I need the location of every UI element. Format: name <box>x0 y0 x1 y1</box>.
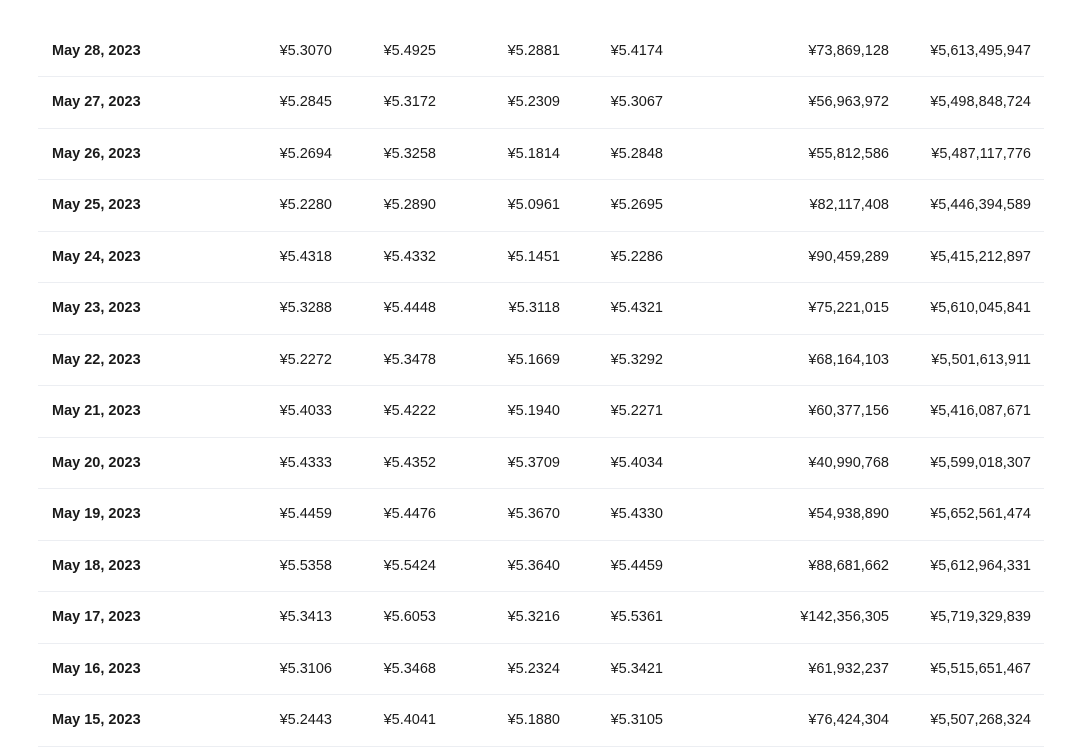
date-cell: May 26, 2023 <box>52 145 141 162</box>
table-row <box>38 25 1044 77</box>
open-price-cell: ¥5.3288 <box>279 300 332 317</box>
row-end-spacer <box>1031 592 1044 644</box>
low-price-cell: ¥5.1669 <box>507 351 560 368</box>
close-price-cell: ¥5.3105 <box>610 712 663 729</box>
close-price-cell: ¥5.5361 <box>610 609 663 626</box>
close-price-cell: ¥5.3292 <box>610 351 663 368</box>
volume-cell: ¥40,990,768 <box>808 454 889 471</box>
historical-data-table-body <box>38 25 1044 746</box>
market-cap-cell: ¥5,498,848,724 <box>930 94 1031 111</box>
open-price-cell: ¥5.2845 <box>279 94 332 111</box>
high-price-cell: ¥5.4352 <box>383 454 436 471</box>
high-price-cell: ¥5.4041 <box>383 712 436 729</box>
close-price-cell: ¥5.2271 <box>610 403 663 420</box>
table-row <box>38 77 1044 129</box>
open-price-cell: ¥5.5358 <box>279 557 332 574</box>
table-row <box>38 540 1044 592</box>
row-end-spacer <box>1031 25 1044 77</box>
low-price-cell: ¥5.3709 <box>507 454 560 471</box>
market-cap-cell: ¥5,610,045,841 <box>930 300 1031 317</box>
row-end-spacer <box>1031 540 1044 592</box>
high-price-cell: ¥5.6053 <box>383 609 436 626</box>
high-price-cell: ¥5.3468 <box>383 660 436 677</box>
volume-cell: ¥54,938,890 <box>808 506 889 523</box>
close-price-cell: ¥5.2695 <box>610 197 663 214</box>
date-cell: May 15, 2023 <box>52 712 141 729</box>
row-end-spacer <box>1031 437 1044 489</box>
high-price-cell: ¥5.4332 <box>383 248 436 265</box>
high-price-cell: ¥5.3258 <box>383 145 436 162</box>
table-row <box>38 180 1044 232</box>
low-price-cell: ¥5.1880 <box>507 712 560 729</box>
open-price-cell: ¥5.3413 <box>279 609 332 626</box>
table-row <box>38 643 1044 695</box>
historical-data-table <box>38 25 1044 747</box>
close-price-cell: ¥5.2286 <box>610 248 663 265</box>
date-cell: May 22, 2023 <box>52 351 141 368</box>
market-cap-cell: ¥5,652,561,474 <box>930 506 1031 523</box>
row-end-spacer <box>1031 283 1044 335</box>
high-price-cell: ¥5.4222 <box>383 403 436 420</box>
market-cap-cell: ¥5,599,018,307 <box>930 454 1031 471</box>
date-cell: May 25, 2023 <box>52 197 141 214</box>
low-price-cell: ¥5.1451 <box>507 248 560 265</box>
high-price-cell: ¥5.3478 <box>383 351 436 368</box>
table-row <box>38 695 1044 747</box>
close-price-cell: ¥5.3421 <box>610 660 663 677</box>
market-cap-cell: ¥5,719,329,839 <box>930 609 1031 626</box>
table-row <box>38 128 1044 180</box>
high-price-cell: ¥5.4476 <box>383 506 436 523</box>
row-end-spacer <box>1031 643 1044 695</box>
close-price-cell: ¥5.4034 <box>610 454 663 471</box>
low-price-cell: ¥5.0961 <box>507 197 560 214</box>
date-cell: May 16, 2023 <box>52 660 141 677</box>
volume-cell: ¥60,377,156 <box>808 403 889 420</box>
open-price-cell: ¥5.3070 <box>279 42 332 59</box>
row-end-spacer <box>1031 695 1044 747</box>
close-price-cell: ¥5.3067 <box>610 94 663 111</box>
close-price-cell: ¥5.4321 <box>610 300 663 317</box>
high-price-cell: ¥5.4925 <box>383 42 436 59</box>
high-price-cell: ¥5.4448 <box>383 300 436 317</box>
table-row <box>38 231 1044 283</box>
low-price-cell: ¥5.3640 <box>507 557 560 574</box>
historical-data-table-container <box>38 25 1044 747</box>
volume-cell: ¥82,117,408 <box>809 197 889 214</box>
open-price-cell: ¥5.4459 <box>279 506 332 523</box>
volume-cell: ¥73,869,128 <box>808 42 889 59</box>
date-cell: May 19, 2023 <box>52 506 141 523</box>
volume-cell: ¥76,424,304 <box>808 712 889 729</box>
row-end-spacer <box>1031 77 1044 129</box>
date-cell: May 27, 2023 <box>52 94 141 111</box>
table-row <box>38 386 1044 438</box>
row-end-spacer <box>1031 334 1044 386</box>
low-price-cell: ¥5.1814 <box>507 145 560 162</box>
close-price-cell: ¥5.2848 <box>610 145 663 162</box>
volume-cell: ¥90,459,289 <box>808 248 889 265</box>
low-price-cell: ¥5.2881 <box>507 42 560 59</box>
open-price-cell: ¥5.3106 <box>279 660 332 677</box>
low-price-cell: ¥5.3118 <box>508 300 560 317</box>
low-price-cell: ¥5.3670 <box>507 506 560 523</box>
open-price-cell: ¥5.2443 <box>279 712 332 729</box>
volume-cell: ¥88,681,662 <box>808 557 889 574</box>
date-cell: May 24, 2023 <box>52 248 141 265</box>
volume-cell: ¥56,963,972 <box>808 94 889 111</box>
close-price-cell: ¥5.4174 <box>610 42 663 59</box>
volume-cell: ¥61,932,237 <box>808 660 889 677</box>
volume-cell: ¥142,356,305 <box>800 609 889 626</box>
row-end-spacer <box>1031 128 1044 180</box>
open-price-cell: ¥5.4033 <box>279 403 332 420</box>
open-price-cell: ¥5.2280 <box>279 197 332 214</box>
high-price-cell: ¥5.2890 <box>383 197 436 214</box>
row-end-spacer <box>1031 180 1044 232</box>
open-price-cell: ¥5.4318 <box>279 248 332 265</box>
high-price-cell: ¥5.3172 <box>383 94 436 111</box>
date-cell: May 18, 2023 <box>52 557 141 574</box>
high-price-cell: ¥5.5424 <box>383 557 436 574</box>
volume-cell: ¥68,164,103 <box>808 351 889 368</box>
close-price-cell: ¥5.4459 <box>610 557 663 574</box>
low-price-cell: ¥5.3216 <box>507 609 560 626</box>
date-cell: May 23, 2023 <box>52 300 141 317</box>
date-cell: May 17, 2023 <box>52 609 141 626</box>
market-cap-cell: ¥5,515,651,467 <box>930 660 1031 677</box>
row-end-spacer <box>1031 489 1044 541</box>
market-cap-cell: ¥5,416,087,671 <box>930 403 1031 420</box>
table-row <box>38 437 1044 489</box>
low-price-cell: ¥5.1940 <box>507 403 560 420</box>
market-cap-cell: ¥5,487,117,776 <box>931 145 1031 162</box>
row-end-spacer <box>1031 231 1044 283</box>
volume-cell: ¥55,812,586 <box>808 145 889 162</box>
market-cap-cell: ¥5,446,394,589 <box>930 197 1031 214</box>
low-price-cell: ¥5.2324 <box>507 660 560 677</box>
market-cap-cell: ¥5,612,964,331 <box>930 557 1031 574</box>
market-cap-cell: ¥5,613,495,947 <box>930 42 1031 59</box>
table-row <box>38 592 1044 644</box>
market-cap-cell: ¥5,501,613,911 <box>931 351 1031 368</box>
table-row <box>38 334 1044 386</box>
date-cell: May 20, 2023 <box>52 454 141 471</box>
table-row <box>38 283 1044 335</box>
close-price-cell: ¥5.4330 <box>610 506 663 523</box>
table-row <box>38 489 1044 541</box>
low-price-cell: ¥5.2309 <box>507 94 560 111</box>
date-cell: May 28, 2023 <box>52 42 141 59</box>
open-price-cell: ¥5.4333 <box>279 454 332 471</box>
volume-cell: ¥75,221,015 <box>808 300 889 317</box>
market-cap-cell: ¥5,415,212,897 <box>930 248 1031 265</box>
market-cap-cell: ¥5,507,268,324 <box>930 712 1031 729</box>
row-end-spacer <box>1031 386 1044 438</box>
open-price-cell: ¥5.2694 <box>279 145 332 162</box>
open-price-cell: ¥5.2272 <box>279 351 332 368</box>
date-cell: May 21, 2023 <box>52 403 141 420</box>
